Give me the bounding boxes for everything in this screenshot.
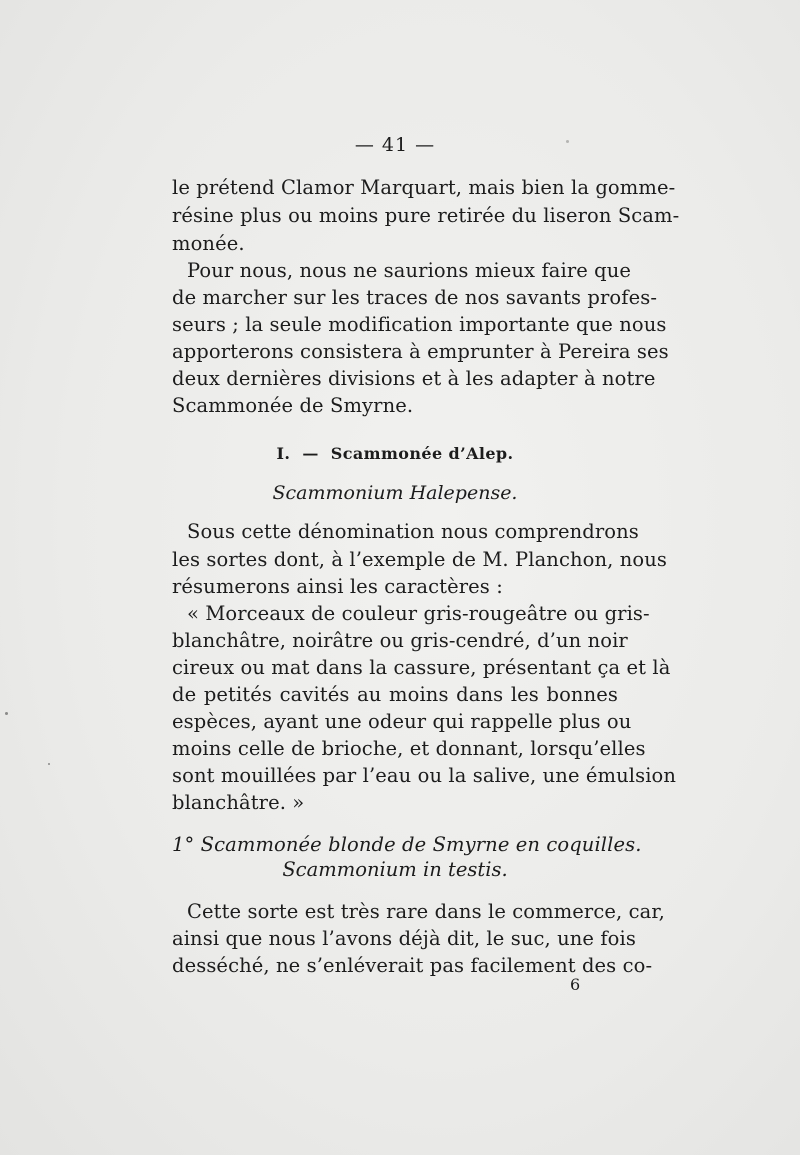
paper-speck [5, 712, 8, 715]
text-line: résine plus ou moins pure retirée du liseron Scam- [172, 204, 680, 227]
section-subtitle: Scammonium Halepense. [272, 482, 518, 504]
quote-line: espèces, ayant une odeur qui rappelle plus ou [172, 710, 632, 733]
paper-speck [48, 763, 50, 765]
quote-line: cireux ou mat dans la cassure, présentant ça et là [172, 656, 671, 679]
text-line: deux dernières divisions et à les adapter à notre [172, 367, 656, 390]
paper-speck [566, 140, 569, 143]
section-heading [172, 444, 618, 463]
subsection-latin-name: Scammonium in testis. [282, 858, 508, 881]
text-line: résumerons ainsi les caractères : [172, 575, 503, 598]
text-line: Pour nous, nous ne saurions mieux faire que [187, 259, 632, 282]
section-numeral: I. [276, 444, 291, 463]
quote-line: de petités cavités au moins dans les bonnes [172, 683, 618, 706]
text-line: Scammonée de Smyrne. [172, 394, 414, 417]
text-line: Cette sorte est très rare dans le commerce, car, [187, 900, 665, 923]
quote-line: blanchâtre. » [172, 791, 305, 814]
quote-line: moins celle de brioche, et donnant, lorsqu’elles [172, 737, 646, 760]
text-line: monée. [172, 232, 245, 255]
signature-mark: 6 [570, 975, 581, 994]
section-title: Scammonée d’Alep. [330, 444, 514, 463]
text-line: les sortes dont, à l’exemple de M. Planchon, nous [172, 548, 667, 571]
text-line: le prétend Clamor Marquart, mais bien la gomme- [172, 176, 676, 199]
subsection-title: 1° Scammonée blonde de Smyrne en coquilles. [172, 833, 642, 856]
quote-line: sont mouillées par l’eau ou la salive, une émulsion [172, 764, 677, 787]
text-line: seurs ; la seule modification importante que nous [172, 313, 667, 336]
text-line: Sous cette dénomination nous comprendrons [187, 520, 639, 543]
page-number: — 41 — [354, 134, 436, 156]
text-line: apporterons consistera à emprunter à Pereira ses [172, 340, 669, 363]
text-line: desséché, ne s’enléverait pas facilement des co- [172, 954, 653, 977]
section-dash: — [302, 444, 319, 463]
text-line: de marcher sur les traces de nos savants profes- [172, 286, 658, 309]
quote-line: blanchâtre, noirâtre ou gris-cendré, d’un noir [172, 629, 628, 652]
text-line: ainsi que nous l’avons déjà dit, le suc, une fois [172, 927, 636, 950]
quote-line: « Morceaux de couleur gris-rougeâtre ou gris- [187, 602, 650, 625]
